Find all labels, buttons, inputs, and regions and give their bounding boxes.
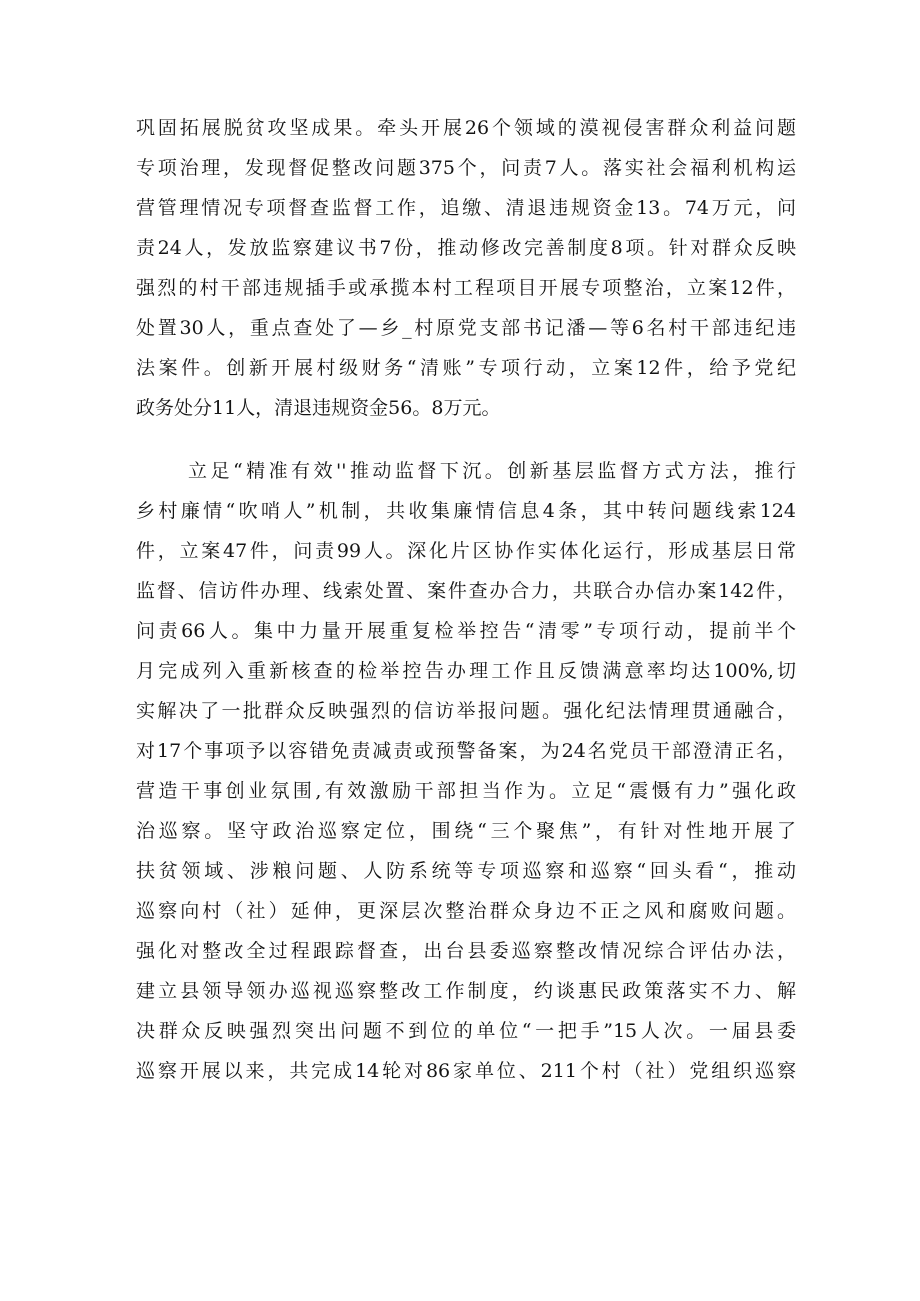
text-line: 扶贫领域、涉粮问题、人防系统等专项巡察和巡察“回头看“，推动: [136, 860, 796, 882]
text-line: 问责66人。集中力量开展重复检举控告“清零”专项行动，提前半个: [136, 620, 796, 642]
text-line: 巡察向村（社）延伸，更深层次整治群众身边不正之风和腐败问题。: [136, 900, 796, 922]
text-line: 建立县领导领办巡视巡察整改工作制度，约谈惠民政策落实不力、解: [136, 980, 796, 1002]
text-line: 强烈的村干部违规插手或承揽本村工程项目开展专项整治，立案12件，: [136, 277, 796, 299]
document-body: [136, 108, 796, 1091]
paragraph-gap: [136, 428, 796, 451]
text-line: 立足“精准有效''推动监督下沉。创新基层监督方式方法，推行: [188, 460, 796, 482]
paragraph-2: [136, 451, 796, 1091]
text-line: 处置30人，重点查处了—乡_村原党支部书记潘—等6名村干部违纪违: [136, 317, 796, 339]
text-line: 对17个事项予以容错免责减责或预警备案，为24名党员干部澄清正名，: [136, 740, 796, 762]
text-line: 营造干事创业氛围,有效激励干部担当作为。立足“震慑有力”强化政: [136, 780, 796, 802]
text-line: 法案件。创新开展村级财务“清账”专项行动，立案12件，给予党纪: [136, 357, 796, 379]
text-line: 治巡察。坚守政治巡察定位，围绕“三个聚焦”，有针对性地开展了: [136, 820, 796, 842]
text-line: 营管理情况专项督查监督工作，追缴、清退违规资金13。74万元，问: [136, 197, 796, 219]
text-line: 月完成列入重新核查的检举控告办理工作且反馈满意率均达100%,切: [136, 660, 796, 682]
text-line: 乡村廉情“吹哨人”机制，共收集廉情信息4条，其中转问题线索124: [136, 500, 796, 522]
text-line: 监督、信访件办理、线索处置、案件查办合力，共联合办信办案142件，: [136, 580, 796, 602]
text-line: 专项治理，发现督促整改问题375个，问责7人。落实社会福利机构运: [136, 157, 796, 179]
text-line: 巡察开展以来，共完成14轮对86家单位、211个村（社）党组织巡察: [136, 1060, 796, 1082]
text-line: 巩固拓展脱贫攻坚成果。牵头开展26个领域的漠视侵害群众利益问题: [136, 117, 796, 139]
text-line: 件，立案47件，问责99人。深化片区协作实体化运行，形成基层日常: [136, 540, 796, 562]
text-line: 实解决了一批群众反映强烈的信访举报问题。强化纪法情理贯通融合，: [136, 700, 796, 722]
text-line: 强化对整改全过程跟踪督查，出台县委巡察整改情况综合评估办法，: [136, 940, 796, 962]
text-line: 决群众反映强烈突出问题不到位的单位“一把手”15人次。一届县委: [136, 1020, 796, 1042]
text-line: 政务处分11人，清退违规资金56。8万元。: [136, 397, 501, 419]
text-line: 责24人，发放监察建议书7份，推动修改完善制度8项。针对群众反映: [136, 237, 796, 259]
paragraph-1: [136, 108, 796, 428]
